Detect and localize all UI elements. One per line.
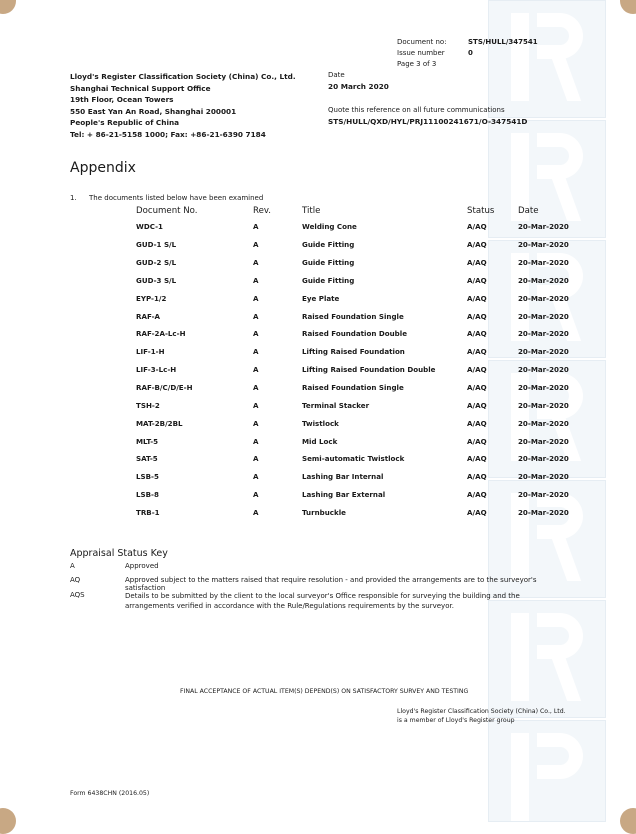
- cell-rev: A: [253, 418, 259, 428]
- cell-title: Semi-automatic Twistlock: [302, 454, 405, 464]
- cell-status: A/AQ: [467, 507, 487, 517]
- cell-title: Eye Plate: [302, 293, 340, 303]
- document-no: STS/HULL/347541: [468, 38, 538, 46]
- cell-status: A/AQ: [467, 436, 487, 446]
- cell-title: Terminal Stacker: [302, 400, 370, 410]
- status-key-code: AQ: [70, 576, 81, 584]
- status-key-desc: Details to be submitted by the client to the local surveyor's Office responsible for surveying the building and the arrangements verified in accordance with the Rule/Regulations requirements by the surveyor.: [125, 592, 520, 610]
- table-row: [136, 361, 588, 379]
- issue-number: 0: [468, 49, 473, 57]
- cell-title: Twistlock: [302, 418, 339, 428]
- cell-document-no: MLT-5: [136, 436, 159, 446]
- cell-document-no: LSB-8: [136, 490, 159, 500]
- cell-document-no: RAF-2A-Lc-H: [136, 329, 186, 339]
- cell-title: Raised Foundation Double: [302, 329, 408, 339]
- cell-title: Raised Foundation Single: [302, 383, 404, 393]
- cell-rev: A: [253, 329, 259, 339]
- cell-date: 20-Mar-2020: [518, 436, 569, 446]
- cell-date: 20-Mar-2020: [518, 400, 569, 410]
- cell-status: A/AQ: [467, 383, 487, 393]
- column-header-title: Title: [302, 205, 321, 216]
- cell-date: 20-Mar-2020: [518, 258, 569, 268]
- cell-document-no: RAF-B/C/D/E-H: [136, 383, 193, 393]
- cell-date: 20-Mar-2020: [518, 383, 569, 393]
- column-header-status: Status: [467, 205, 495, 216]
- cell-status: A/AQ: [467, 293, 487, 303]
- column-header-rev: Rev.: [253, 205, 272, 216]
- cell-document-no: GUD-2 S/L: [136, 258, 177, 268]
- column-header-date: Date: [518, 205, 539, 216]
- table-row: [136, 432, 588, 450]
- office-line: 550 East Yan An Road, Shanghai 200001: [70, 106, 237, 116]
- office-name: Lloyd's Register Classification Society (China) Co., Ltd.: [70, 72, 296, 81]
- status-key-title: Appraisal Status Key: [70, 548, 168, 559]
- binder-clip-icon: [620, 0, 636, 14]
- cell-rev: A: [253, 240, 259, 250]
- issue-number-label: Issue number: [397, 49, 445, 57]
- cell-status: A/AQ: [467, 454, 487, 464]
- cell-document-no: LIF-1-H: [136, 347, 165, 357]
- status-key-desc: Approved: [125, 562, 159, 570]
- table-row: [136, 272, 588, 290]
- cell-rev: A: [253, 275, 259, 285]
- cell-date: 20-Mar-2020: [518, 311, 569, 321]
- cell-status: A/AQ: [467, 365, 487, 375]
- quote-reference-label: Quote this reference on all future communications: [328, 106, 505, 114]
- page-title: Appendix: [70, 160, 136, 176]
- status-key-desc: Approved subject to the matters raised that require resolution - and provided the arrangements are to the surveyor's satisfaction: [125, 576, 537, 592]
- cell-rev: A: [253, 293, 259, 303]
- table-row: [136, 254, 588, 272]
- cell-document-no: WDC-1: [136, 222, 163, 232]
- cell-rev: A: [253, 472, 259, 482]
- office-line: People's Republic of China: [70, 118, 180, 127]
- table-row: [136, 486, 588, 504]
- table-row: [136, 379, 588, 397]
- cell-document-no: LSB-5: [136, 472, 159, 482]
- lr-watermark-icon: [488, 0, 606, 118]
- cell-status: A/AQ: [467, 472, 487, 482]
- cell-document-no: LIF-3-Lc-H: [136, 365, 177, 375]
- column-header-document-no: Document No.: [136, 205, 198, 216]
- reference-number: STS/HULL/QXD/HYL/PRJ11100241671/O-347541D: [328, 117, 528, 126]
- cell-status: A/AQ: [467, 347, 487, 357]
- appendix-intro: The documents listed below have been examined: [89, 194, 264, 202]
- cell-date: 20-Mar-2020: [518, 418, 569, 428]
- cell-rev: A: [253, 258, 259, 268]
- cell-date: 20-Mar-2020: [518, 329, 569, 339]
- cell-rev: A: [253, 222, 259, 232]
- cell-rev: A: [253, 400, 259, 410]
- cell-status: A/AQ: [467, 258, 487, 268]
- lr-watermark-icon: [488, 600, 606, 718]
- cell-document-no: GUD-1 S/L: [136, 240, 177, 250]
- cell-document-no: MAT-2B/2BL: [136, 418, 183, 428]
- table-row: [136, 396, 588, 414]
- cell-status: A/AQ: [467, 490, 487, 500]
- table-header-row: [136, 203, 588, 218]
- cell-date: 20-Mar-2020: [518, 365, 569, 375]
- cell-status: A/AQ: [467, 418, 487, 428]
- cell-title: Lifting Raised Foundation Double: [302, 365, 436, 375]
- cell-date: 20-Mar-2020: [518, 240, 569, 250]
- cell-title: Guide Fitting: [302, 275, 355, 285]
- office-address: [70, 71, 296, 140]
- cell-date: 20-Mar-2020: [518, 490, 569, 500]
- cell-rev: A: [253, 436, 259, 446]
- cell-rev: A: [253, 347, 259, 357]
- cell-date: 20-Mar-2020: [518, 472, 569, 482]
- page-indicator: Page 3 of 3: [397, 60, 437, 68]
- cell-status: A/AQ: [467, 400, 487, 410]
- cell-title: Mid Lock: [302, 436, 338, 446]
- table-row: [136, 307, 588, 325]
- table-row: [136, 414, 588, 432]
- final-acceptance-note: FINAL ACCEPTANCE OF ACTUAL ITEM(S) DEPEND(S) ON SATISFACTORY SURVEY AND TESTING: [180, 688, 469, 695]
- binder-clip-icon: [620, 808, 636, 834]
- table-row: [136, 468, 588, 486]
- cell-status: A/AQ: [467, 222, 487, 232]
- cell-date: 20-Mar-2020: [518, 222, 569, 232]
- cell-title: Turnbuckle: [302, 507, 346, 517]
- office-line: Shanghai Technical Support Office: [70, 83, 211, 93]
- footer-company: Lloyd's Register Classification Society (China) Co., Ltd.: [397, 708, 566, 715]
- cell-status: A/AQ: [467, 311, 487, 321]
- cell-title: Welding Cone: [302, 222, 357, 232]
- cell-date: 20-Mar-2020: [518, 454, 569, 464]
- table-row: [136, 343, 588, 361]
- cell-title: Lashing Bar Internal: [302, 472, 384, 482]
- status-key-code: AQS: [70, 591, 85, 599]
- cell-rev: A: [253, 490, 259, 500]
- cell-rev: A: [253, 365, 259, 375]
- table-row: [136, 236, 588, 254]
- documents-table: [136, 203, 588, 521]
- cell-rev: A: [253, 311, 259, 321]
- cell-rev: A: [253, 507, 259, 517]
- item-number: 1.: [70, 194, 77, 202]
- table-row: [136, 218, 588, 236]
- footer-member: is a member of Lloyd's Register group: [397, 717, 515, 724]
- form-number: Form 6438CHN (2016.05): [70, 790, 150, 797]
- cell-title: Raised Foundation Single: [302, 311, 404, 321]
- office-line: 19th Floor, Ocean Towers: [70, 95, 174, 104]
- cell-document-no: SAT-5: [136, 454, 158, 464]
- cell-title: Guide Fitting: [302, 258, 355, 268]
- table-row: [136, 325, 588, 343]
- cell-document-no: TRB-1: [136, 507, 160, 517]
- status-key-code: A: [70, 562, 75, 570]
- table-row: [136, 504, 588, 522]
- cell-document-no: GUD-3 S/L: [136, 275, 177, 285]
- table-row: [136, 450, 588, 468]
- cell-date: 20-Mar-2020: [518, 347, 569, 357]
- cell-title: Lashing Bar External: [302, 490, 386, 500]
- cell-title: Guide Fitting: [302, 240, 355, 250]
- cell-rev: A: [253, 454, 259, 464]
- document-date: 20 March 2020: [328, 82, 389, 91]
- table-row: [136, 289, 588, 307]
- cell-document-no: EYP-1/2: [136, 293, 167, 303]
- cell-document-no: TSH-2: [136, 400, 160, 410]
- binder-clip-icon: [0, 0, 16, 14]
- office-contact: Tel: + 86-21-5158 1000; Fax: +86-21-6390 7184: [70, 129, 266, 139]
- cell-document-no: RAF-A: [136, 311, 161, 321]
- cell-rev: A: [253, 383, 259, 393]
- date-label: Date: [328, 71, 345, 79]
- binder-clip-icon: [0, 808, 16, 834]
- cell-date: 20-Mar-2020: [518, 293, 569, 303]
- lr-watermark-icon: [488, 720, 606, 822]
- cell-status: A/AQ: [467, 329, 487, 339]
- cell-status: A/AQ: [467, 275, 487, 285]
- cell-date: 20-Mar-2020: [518, 275, 569, 285]
- cell-status: A/AQ: [467, 240, 487, 250]
- cell-title: Lifting Raised Foundation: [302, 347, 405, 357]
- document-no-label: Document no:: [397, 38, 447, 46]
- cell-date: 20-Mar-2020: [518, 507, 569, 517]
